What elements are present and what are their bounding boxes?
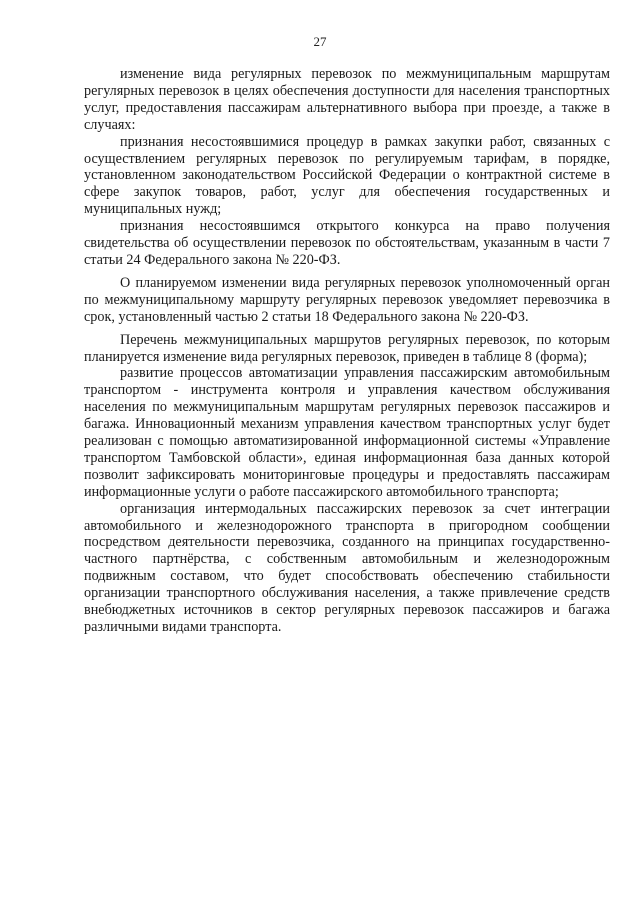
page-number: 27 <box>313 34 327 49</box>
paragraph-route-list: Перечень межмуниципальных маршрутов регулярных перевозок, по которым планируется изменение вида регулярных перевозок, приведен в таблице 8 (форма); <box>84 331 610 365</box>
body-text <box>84 66 610 636</box>
paragraph-automation: развитие процессов автоматизации управления пассажирским автомобильным транспортом - инструмента контроля и управления качеством обслуживания населения по межмуниципальным маршрутам регулярных перевозок пассажиров и багажа. Инновационный механизм управления качеством транспортных услуг будет реализован с помощью автоматизированной информационной системы «Управление транспортом Тамбовской области», единая информационная база данных которой позволит зафиксировать мониторинговые процедуры и предоставлять пассажирам информационные услуги о работе пассажирского автомобильного транспорта; <box>84 365 610 500</box>
paragraph-tender-failed: признания несостоявшимся открытого конкурса на право получения свидетельства об осуществлении перевозок по обстоятельствам, указанным в части 7 статьи 24 Федерального закона № 220-ФЗ. <box>84 218 610 268</box>
paragraph-route-type-change: изменение вида регулярных перевозок по межмуниципальным маршрутам регулярных перевозок в целях обеспечения доступности для населения транспортных услуг, предоставления пассажирам альтернативного выбора при проезде, а также в случаях: <box>84 66 610 133</box>
paragraph-carrier-notification: О планируемом изменении вида регулярных перевозок уполномоченный орган по межмуниципальному маршруту регулярных перевозок уведомляет перевозчика в срок, установленный частью 2 статьи 18 Федерального закона № 220-ФЗ. <box>84 274 610 325</box>
paragraph-intermodal: организация интермодальных пассажирских перевозок за счет интеграции автомобильного и железнодорожного транспорта в пригородном сообщении посредством деятельности перевозчика, созданного на принципах государственно-частного партнёрства, с собственным автомобильным и железнодорожным подвижным составом, что будет способствовать обеспечению стабильности организации транспортного обслуживания населения, а также привлечение средств внебюджетных источников в сектор регулярных перевозок пассажиров и багажа различными видами транспорта. <box>84 500 610 635</box>
paragraph-procurement-failed: признания несостоявшимися процедур в рамках закупки работ, связанных с осуществлением регулярных перевозок по регулируемым тарифам, в порядке, установленном законодательством Российской Федерации о контрактной системе в сфере закупок товаров, работ, услуг для обеспечения государственных и муниципальных нужд; <box>84 133 610 218</box>
